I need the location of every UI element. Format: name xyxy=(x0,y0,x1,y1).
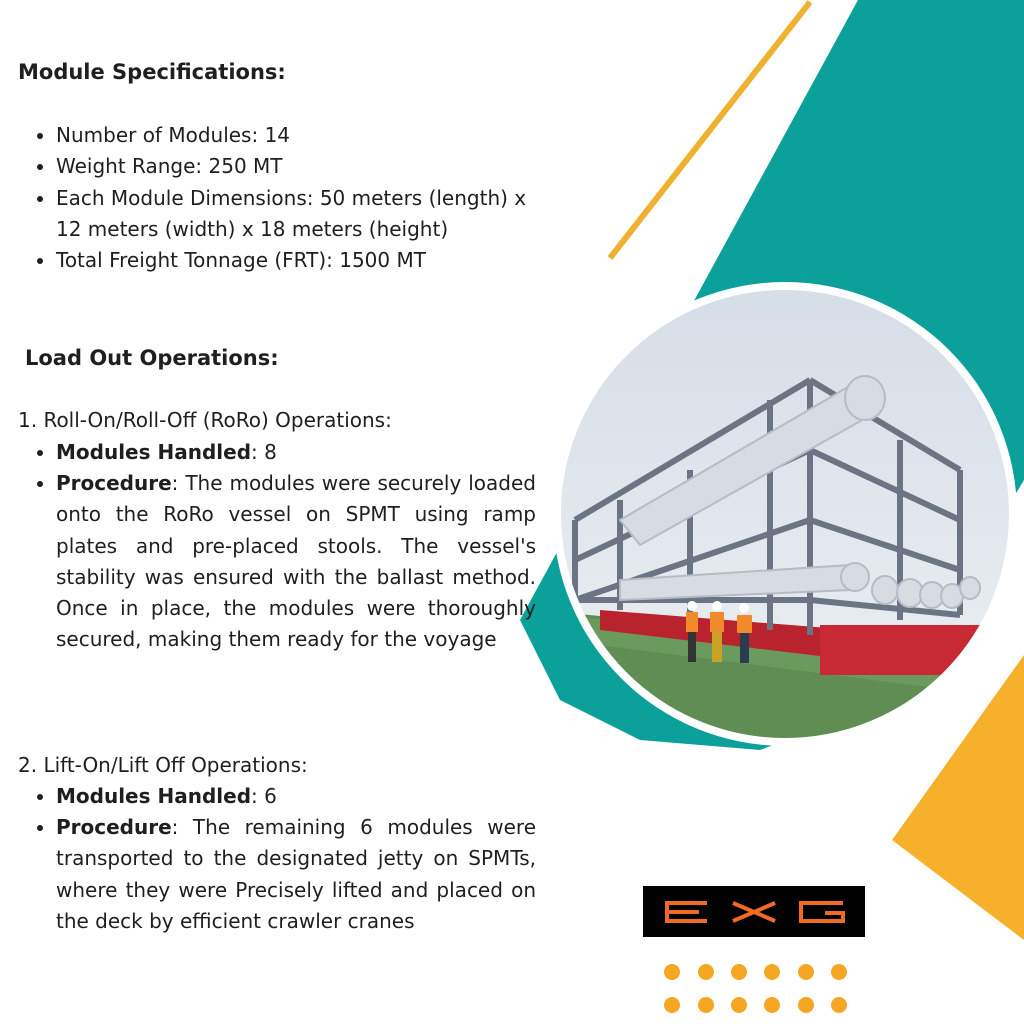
load-out-operations-heading: Load Out Operations: xyxy=(25,346,279,370)
procedure-text: : The remaining 6 modules were transported to the designated jetty on SPMTs, where they were Precisely lifted and placed on the deck by efficient crawler cranes xyxy=(56,815,536,933)
list-item: • Weight Range: 250 MT xyxy=(56,151,546,182)
decorative-dots xyxy=(664,964,854,1014)
list-item xyxy=(56,812,536,937)
modules-handled-label: Modules Handled xyxy=(56,440,252,464)
roro-operations-title: 1. Roll-On/Roll-Off (RoRo) Operations: xyxy=(18,408,392,432)
modules-handled-value: : 8 xyxy=(251,440,277,464)
procedure-label: Procedure xyxy=(56,815,172,840)
module-specifications-list xyxy=(30,120,546,276)
modules-handled-value: : 6 xyxy=(251,784,277,808)
list-item xyxy=(56,437,536,468)
procedure-text: : The modules were securely loaded onto the RoRo vessel on SPMT using ramp plates and pre-placed stools. The vessel's stability was ensured with the ballast method. Once in place, the modules were thoroughly secured, making them ready for the voyage xyxy=(56,471,536,652)
lolo-operations-list xyxy=(30,781,536,937)
list-item: • Total Freight Tonnage (FRT): 1500 MT xyxy=(56,245,546,276)
list-item: • Number of Modules: 14 xyxy=(56,120,546,151)
procedure-label: Procedure xyxy=(56,471,172,496)
list-item: • Each Module Dimensions: 50 meters (length) x 12 meters (width) x 18 meters (height) xyxy=(56,183,546,246)
list-item xyxy=(56,781,536,812)
roro-operations-list xyxy=(30,437,536,655)
list-item xyxy=(56,468,536,655)
exg-logo-mark xyxy=(643,886,865,937)
module-specifications-heading: Module Specifications: xyxy=(18,60,286,84)
modules-handled-label: Modules Handled xyxy=(56,784,252,808)
lolo-operations-title: 2. Lift-On/Lift Off Operations: xyxy=(18,753,308,777)
exg-logo xyxy=(643,886,865,937)
